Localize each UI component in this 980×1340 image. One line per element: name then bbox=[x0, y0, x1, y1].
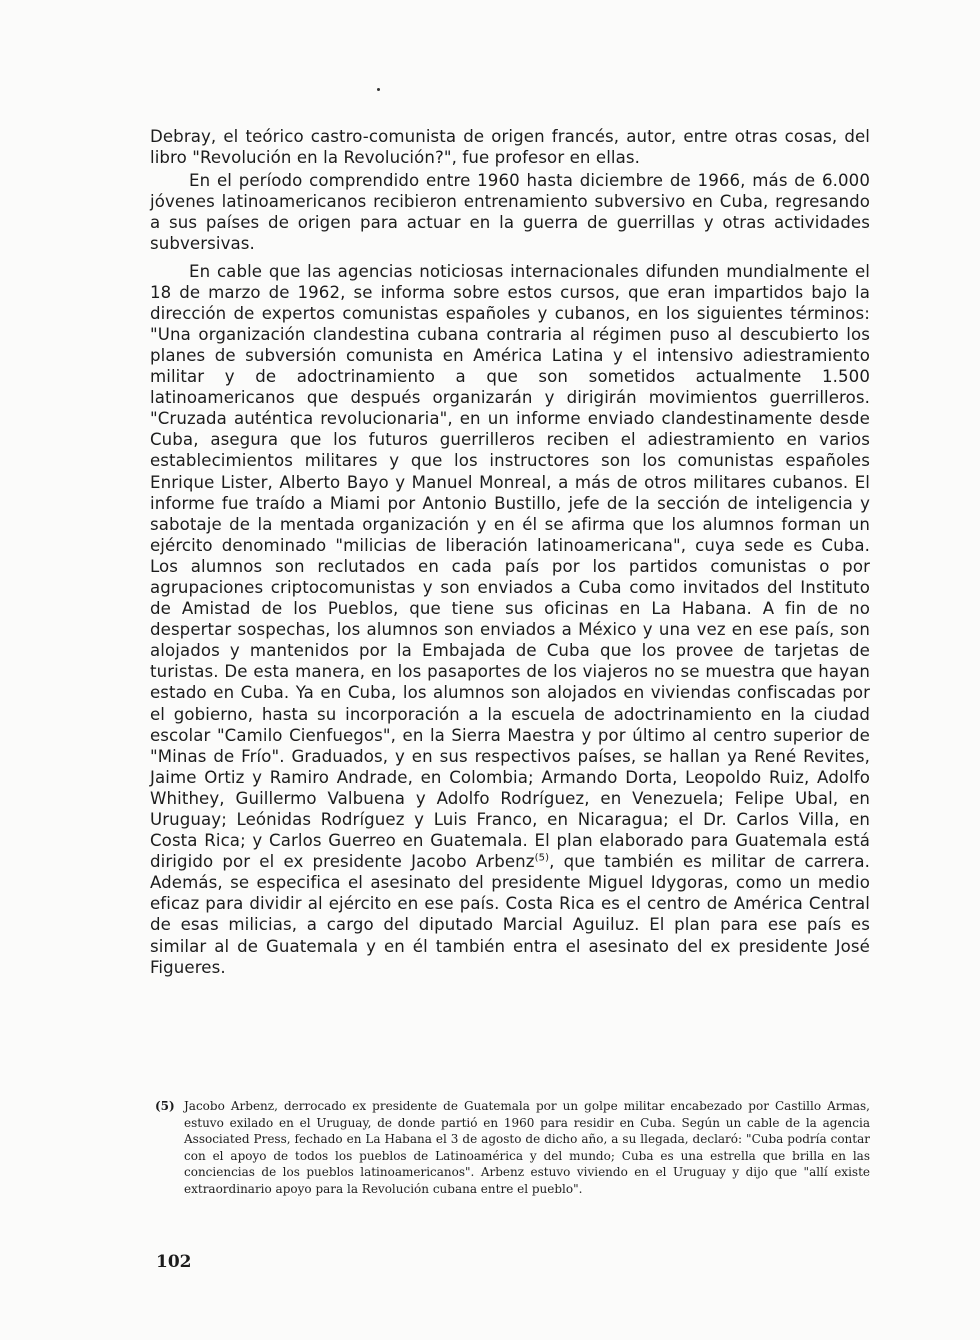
page-number: 102 bbox=[156, 1252, 192, 1272]
paragraph-2: En el período comprendido entre 1960 hasta diciembre de 1966, más de 6.000 jóvenes latinoamericanos recibieron entrenamiento subversivo en Cuba, regresando a sus países de origen para actuar en la guerra de guerrillas y otras actividades subversivas. bbox=[150, 171, 870, 254]
paragraph-3 bbox=[150, 261, 870, 978]
footnote bbox=[155, 1098, 870, 1198]
paragraph-1: Debray, el teórico castro-comunista de origen francés, autor, entre otras cosas, del libro "Revolución en la Revolución?", fue profesor en ellas. bbox=[150, 127, 870, 168]
ink-speck bbox=[377, 88, 380, 91]
footnote-entry bbox=[155, 1098, 870, 1198]
body-text bbox=[150, 126, 870, 978]
footnote-number: (5) bbox=[155, 1099, 175, 1113]
paragraph-3-part-2: , que también es militar de carrera. Además, se especifica el asesinato del presidente Miguel Idygoras, como un medio eficaz para dividir al ejército en ese país. Costa Rica es el centro de América Central de esas milicias, a cargo del diputado Marcial Aguiluz. El plan para ese país es similar al de Guatemala y en él también entra el asesinato del ex presidente José Figueres. bbox=[150, 852, 870, 977]
footnote-reference: (5) bbox=[534, 852, 550, 864]
footnote-text: Jacobo Arbenz, derrocado ex presidente de Guatemala por un golpe militar encabezado por Castillo Armas, estuvo exilado en el Uruguay, de donde partió en 1960 para residir en Cuba. Según un cable de la agencia Associated Press, fechado en La Habana el 3 de agosto de dicho año, a su llegada, declaró: "Cuba podría contar con el apoyo de todos los pueblos de Latinoamérica y del mundo; Cuba es una estrella que brilla en las conciencias de los pueblos latinoamericanos". Arbenz estuvo viviendo en el Uruguay y dijo que "allí existe extraordinario apoyo para la Revolución cubana entre el pueblo". bbox=[184, 1099, 870, 1196]
paragraph-3-part-1: En cable que las agencias noticiosas internacionales difunden mundialmente el 18 de marzo de 1962, se informa sobre estos cursos, que eran impartidos bajo la dirección de expertos comunistas españoles y cubanos, en los siguientes términos: "Una organización clandestina cubana contraria al régimen puso al descubierto los planes de subversión comunista en América Latina y el intensivo adiestramiento militar y de adoctrinamiento a que son sometidos actualmente 1.500 latinoamericanos que después organizarán y dirigirán movimientos guerrilleros. "Cruzada auténtica revolucionaria", en un informe enviado clandestinamente desde Cuba, asegura que los futuros guerrilleros reciben el adiestramiento en varios establecimientos militares y que los instructores son los comunistas españoles Enrique Lister, Alberto Bayo y Manuel Monreal, a más de otros militares cubanos. El informe fue traído a Miami por Antonio Bustillo, jefe de la sección de inteligencia y sabotaje de la mentada organización y en él se afirma que los alumnos forman un ejército denominado "milicias de liberación latinoamericana", cuya sede es Cuba. Los alumnos son reclutados en cada país por los partidos comunistas o por agrupaciones criptocomunistas y son enviados a Cuba como invitados del Instituto de Amistad de los Pueblos, que tiene sus oficinas en La Habana. A fin de no despertar sospechas, los alumnos son enviados a México y una vez en ese país, son alojados y mantenidos por la Embajada de Cuba que los provee de tarjetas de turistas. De esta manera, en los pasaportes de los viajeros no se muestra que hayan estado en Cuba. Ya en Cuba, los alumnos son alojados en viviendas confiscadas por el gobierno, hasta su incorporación a la escuela de adoctrinamiento en la ciudad escolar "Camilo Cienfuegos", en la Sierra Maestra y por último al centro superior de "Minas de Frío". Graduados, y en sus respectivos países, se hallan ya René Revites, Jaime Ortiz y Ramiro Andrade, en Colombia; Armando Dorta, Leopoldo Ruiz, Adolfo Whithey, Guillermo Valbuena y Adolfo Rodríguez, en Venezuela; Felipe Ubal, en Uruguay; Leónidas Rodríguez y Luis Franco, en Nicaragua; el Dr. Carlos Villa, en Costa Rica; y Carlos Guerreo en Guatemala. El plan elaborado para Guatemala está dirigido por el ex presidente Jacobo Arbenz bbox=[150, 261, 870, 872]
